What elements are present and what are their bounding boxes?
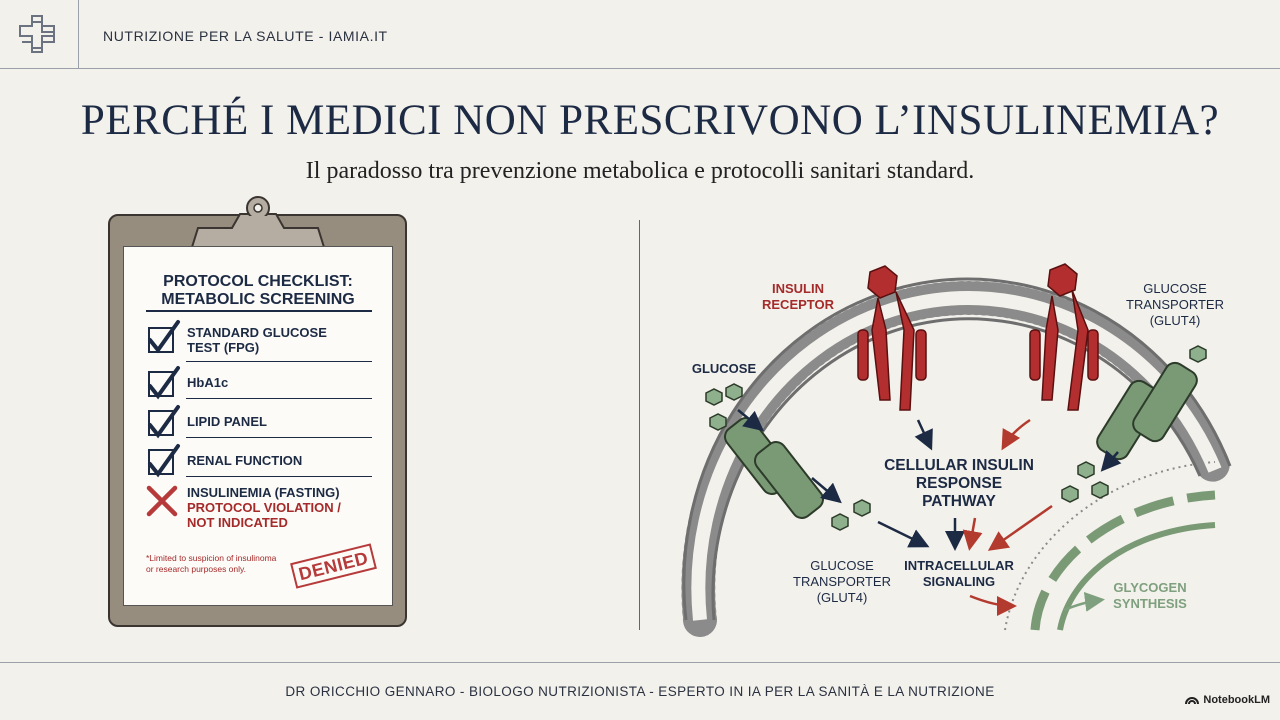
checkmark-icon: [144, 403, 184, 443]
notebooklm-watermark: NotebookLM: [1185, 694, 1270, 706]
label-glycogen-synthesis: GLYCOGEN SYNTHESIS: [1113, 580, 1187, 611]
label-glut4-bottom: GLUCOSE TRANSPORTER (GLUT4): [793, 558, 891, 605]
checkmark-icon: [144, 364, 184, 404]
vertical-divider: [639, 220, 640, 630]
brand-label: NUTRIZIONE PER LA SALUTE - IAMIA.IT: [103, 28, 388, 44]
footer-credit: DR ORICCHIO GENNARO - BIOLOGO NUTRIZIONISTA - ESPERTO IN IA PER LA SANITÀ E LA NUTRIZIONE: [285, 684, 995, 699]
logo-cell: [0, 0, 79, 68]
checklist-title: PROTOCOL CHECKLIST: METABOLIC SCREENING: [161, 273, 355, 308]
label-intracellular-signaling: INTRACELLULAR SIGNALING: [904, 558, 1014, 589]
label-glut4-top: GLUCOSE TRANSPORTER (GLUT4): [1126, 281, 1224, 328]
notebooklm-logo-icon: [1185, 695, 1199, 705]
page-title: PERCHÉ I MEDICI NON PRESCRIVONO L’INSULINEMIA?: [80, 97, 1220, 144]
label-glucose: GLUCOSE: [691, 361, 757, 376]
header-bar: [0, 0, 1280, 69]
checklist-paper: PROTOCOL CHECKLIST: METABOLIC SCREENING STANDARD GLUCOSE TEST (FPG) HbA1c LIPID PANEL RENAL FUNCTION INSULINEMIA (FASTING) PROTOCOL VIOLATION / NOT INDICATED *Limited to suspicion of insulinoma or research purposes only. DENIED: [123, 246, 393, 606]
label-insulin-receptor: INSULIN RECEPTOR: [762, 281, 834, 312]
checklist-footnote: *Limited to suspicion of insulinoma or research purposes only.: [146, 553, 277, 574]
footer-rule: [0, 662, 1280, 663]
medical-cross-logo-icon: [18, 14, 60, 54]
checkmark-icon: [144, 318, 184, 358]
label-cellular-insulin-response-pathway: CELLULAR INSULIN RESPONSE PATHWAY: [884, 457, 1034, 510]
cross-mark-icon: [144, 483, 180, 519]
checklist-title-rule: [146, 310, 372, 312]
page-subtitle: Il paradosso tra prevenzione metabolica e protocolli sanitari standard.: [305, 158, 975, 184]
checkmark-icon: [144, 442, 184, 482]
denied-stamp: DENIED: [290, 543, 377, 588]
